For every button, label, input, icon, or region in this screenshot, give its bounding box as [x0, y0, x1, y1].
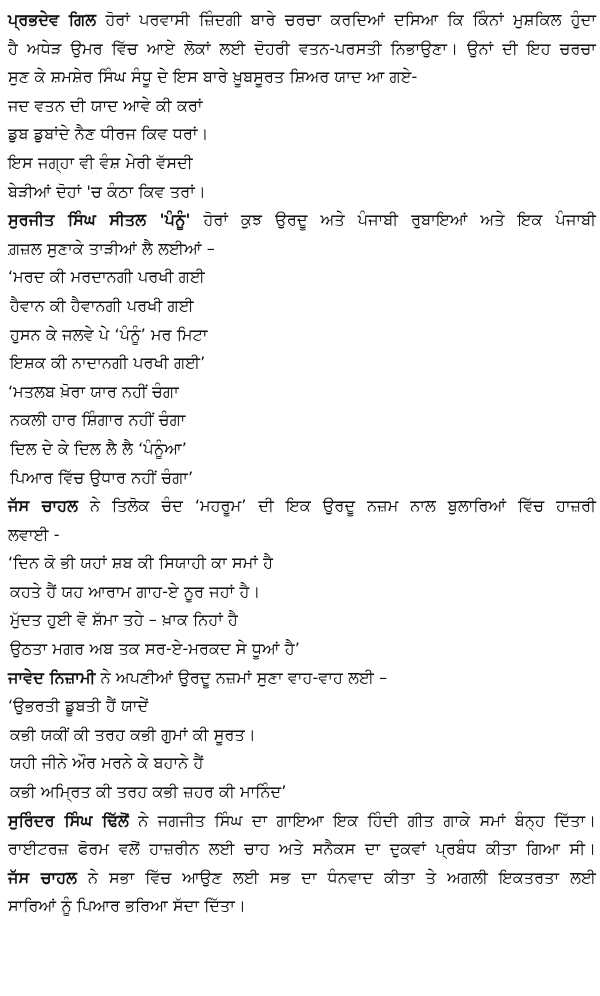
paragraph-line: ਰਾਈਟਰਜ਼ ਫੋਰਮ ਵਲੋਂ ਹਾਜ਼ਰੀਨ ਲਈ ਚਾਹ ਅਤੇ ਸਨੈਕਸ ਦਾ ਦੁਕਵਾਂ ਪ੍ਰਬੰਧ ਕੀਤਾ ਗਿਆ ਸੀ।	[8, 839, 596, 859]
speaker-name: ਸੁਰਜੀਤ ਸਿੰਘ ਸੀਤਲ 'ਪੰਨੂੰ'	[8, 210, 191, 230]
verse-line: ਬੇੜੀਆਂ ਦੋਹਾਂ 'ਚ ਕੰਠਾ ਕਿਵ ਤਰਾਂ।	[8, 181, 206, 201]
paragraph-line	[8, 864, 596, 893]
paragraph-line	[8, 807, 596, 836]
verse-line: ਯਹੀ ਜੀਨੇ ਔਰ ਮਰਨੇ ਕੇ ਬਹਾਨੇ ਹੈਂ	[10, 753, 204, 773]
paragraph-line	[8, 6, 596, 35]
verse-line: ‘ਮਤਲਬ ਖ਼ੋਰਾ ਯਾਰ ਨਹੀਂ ਚੰਗਾ	[8, 381, 179, 401]
verse-line: ਇਸ਼ਕ ਕੀ ਨਾਦਾਨਗੀ ਪਰਖੀ ਗਈ’	[10, 353, 206, 373]
verse-line: ਡੁਬ ਡੁਬਾਂਦੇ ਨੈਣ ਧੀਰਜ ਕਿਵ ਧਰਾਂ।	[8, 124, 209, 144]
speaker-name: ਸੁਰਿੰਦਰ ਸਿੰਘ ਢਿੱਲੋਂ	[8, 810, 129, 830]
paragraph-text: ਹੋਰਾਂ ਕੁਝ ਉਰਦੂ ਅਤੇ ਪੰਜਾਬੀ ਰੁਬਾਇਆਂ ਅਤੇ ਇਕ ਪੰਜਾਬੀ	[203, 210, 597, 230]
verse-line: ਉਠਤਾ ਮਗਰ ਅਬ ਤਕ ਸਰ-ਏ-ਮਰਕਦ ਸੇ ਧੂਆਂ ਹੈ’	[10, 639, 300, 659]
paragraph-line: ਲਵਾਈ -	[8, 524, 60, 544]
verse-line: ਕਭੀ ਅਮ੍ਰਿਤ ਕੀ ਤਰਹ ਕਭੀ ਜ਼ਹਰ ਕੀ ਮਾਨਿੰਦ’	[10, 782, 287, 802]
verse-line: ਇਸ ਜਗ੍ਹਾ ਵੀ ਵੰਸ਼ ਮੇਰੀ ਵੱਸਦੀ	[8, 152, 193, 172]
speaker-name: ਜਾਵੇਦ ਨਿਜ਼ਾਮੀ	[8, 667, 96, 687]
verse-line: ਪਿਆਰ ਵਿੱਚ ਉਧਾਰ ਨਹੀਂ ਚੰਗਾ’	[10, 467, 194, 487]
paragraph-text: ਨੇ ਜਗਜੀਤ ਸਿੰਘ ਦਾ ਗਾਇਆ ਇਕ ਹਿੰਦੀ ਗੀਤ ਗਾਕੇ ਸਮਾਂ ਬੰਨ੍ਹ ਦਿੱਤਾ।	[138, 810, 596, 830]
verse-line: ਕਭੀ ਯਕੀਂ ਕੀ ਤਰਹ ਕਭੀ ਗੁਮਾਂ ਕੀ ਸੂਰਤ।	[10, 724, 256, 744]
speaker-name: ਜੱਸ ਚਾਹਲ	[8, 867, 78, 887]
verse-line: ‘ਮਰਦ ਕੀ ਮਰਦਾਨਗੀ ਪਰਖੀ ਗਈ	[8, 267, 205, 287]
verse-line: ਮੁੱਦਤ ਹੁਈ ਵੋ ਸ਼ੱਮਾ ਤਹੇ – ਖ਼ਾਕ ਨਿਹਾਂ ਹੈ	[10, 610, 238, 630]
paragraph-line	[8, 664, 596, 693]
article-body	[8, 6, 596, 921]
paragraph-text: ਨੇ ਤਿਲੋਕ ਚੰਦ ‘ਮਹਰੂਮ’ ਦੀ ਇਕ ਉਰਦੂ ਨਜ਼ਮ ਨਾਲ ਬੁਲਾਰਿਆਂ ਵਿੱਚ ਹਾਜ਼ਰੀ	[89, 496, 596, 516]
verse-line: ਜਦ ਵਤਨ ਦੀ ਯਾਦ ਆਵੇ ਕੀ ਕਰਾਂ	[8, 95, 203, 115]
paragraph-line	[8, 206, 596, 235]
paragraph-text: ਨੇ ਸਭਾ ਵਿੱਚ ਆਉਣ ਲਈ ਸਭ ਦਾ ਧੰਨਵਾਦ ਕੀਤਾ ਤੇ ਅਗਲੀ ਇਕਤਰਤਾ ਲਈ	[87, 867, 596, 887]
verse-line: ਹੈਵਾਨ ਕੀ ਹੈਵਾਨਗੀ ਪਰਖੀ ਗਈ	[10, 295, 194, 315]
verse-line: ਨਕਲੀ ਹਾਰ ਸ਼ਿੰਗਾਰ ਨਹੀਂ ਚੰਗਾ	[10, 410, 186, 430]
speaker-name: ਜੱਸ ਚਾਹਲ	[8, 496, 79, 516]
paragraph-line: ਗ਼ਜ਼ਲ ਸੁਣਾਕੇ ਤਾੜੀਆਂ ਲੈ ਲਈਆਂ –	[8, 238, 215, 258]
verse-line: ਕਹਤੇ ਹੈਂ ਯਹ ਆਰਾਮ ਗਾਹ-ਏ ਨੂਰ ਜਹਾਂ ਹੈ।	[10, 581, 261, 601]
paragraph-line: ਸਾਰਿਆਂ ਨੂੰ ਪਿਆਰ ਭਰਿਆ ਸੱਦਾ ਦਿੱਤਾ।	[8, 896, 246, 916]
paragraph-text: ਹੋਰਾਂ ਪਰਵਾਸੀ ਜ਼ਿੰਦਗੀ ਬਾਰੇ ਚਰਚਾ ਕਰਦਿਆਂ ਦਸਿਆ ਕਿ ਕਿੰਨਾਂ ਮੁਸ਼ਕਿਲ ਹੁੰਦਾ	[105, 10, 596, 29]
verse-line: ਦਿਲ ਦੇ ਕੇ ਦਿਲ ਲੈ ਲੈ ‘ਪੰਨੂੰਆ’	[10, 438, 187, 458]
paragraph-line	[8, 492, 596, 521]
verse-line: ‘ਦਿਨ ਕੋ ਭੀ ਯਹਾਂ ਸ਼ਬ ਕੀ ਸਿਯਾਹੀ ਕਾ ਸਮਾਂ ਹੈ	[8, 553, 273, 573]
paragraph-line: ਹੈ ਅਧੇੜ ਉਮਰ ਵਿੱਚ ਆਏ ਲੋਕਾਂ ਲਈ ਦੋਹਰੀ ਵਤਨ-ਪਰਸਤੀ ਨਿਭਾਉਣਾ। ਉਨਾਂ ਦੀ ਇਹ ਚਰਚਾ	[8, 38, 596, 58]
paragraph-line: ਸੁਣ ਕੇ ਸ਼ਮਸ਼ੇਰ ਸਿੰਘ ਸੰਧੂ ਦੇ ਇਸ ਬਾਰੇ ਖ਼ੂਬਸੂਰਤ ਸ਼ਿਅਰ ਯਾਦ ਆ ਗਏ-	[8, 67, 418, 87]
verse-line: ਹੁਸਨ ਕੇ ਜਲਵੇ ਪੇ ‘ਪੰਨੂੰ’ ਮਰ ਮਿਟਾ	[10, 324, 208, 344]
paragraph-text: ਨੇ ਅਪਣੀਆਂ ਉਰਦੂ ਨਜ਼ਮਾਂ ਸੁਣਾ ਵਾਹ-ਵਾਹ ਲਈ –	[100, 667, 388, 687]
verse-line: ‘ਉਭਰਤੀ ਡੂਬਤੀ ਹੈਂ ਯਾਦੇਂ	[8, 696, 149, 716]
speaker-name: ਪ੍ਰਭਦੇਵ ਗਿਲ	[8, 10, 97, 29]
